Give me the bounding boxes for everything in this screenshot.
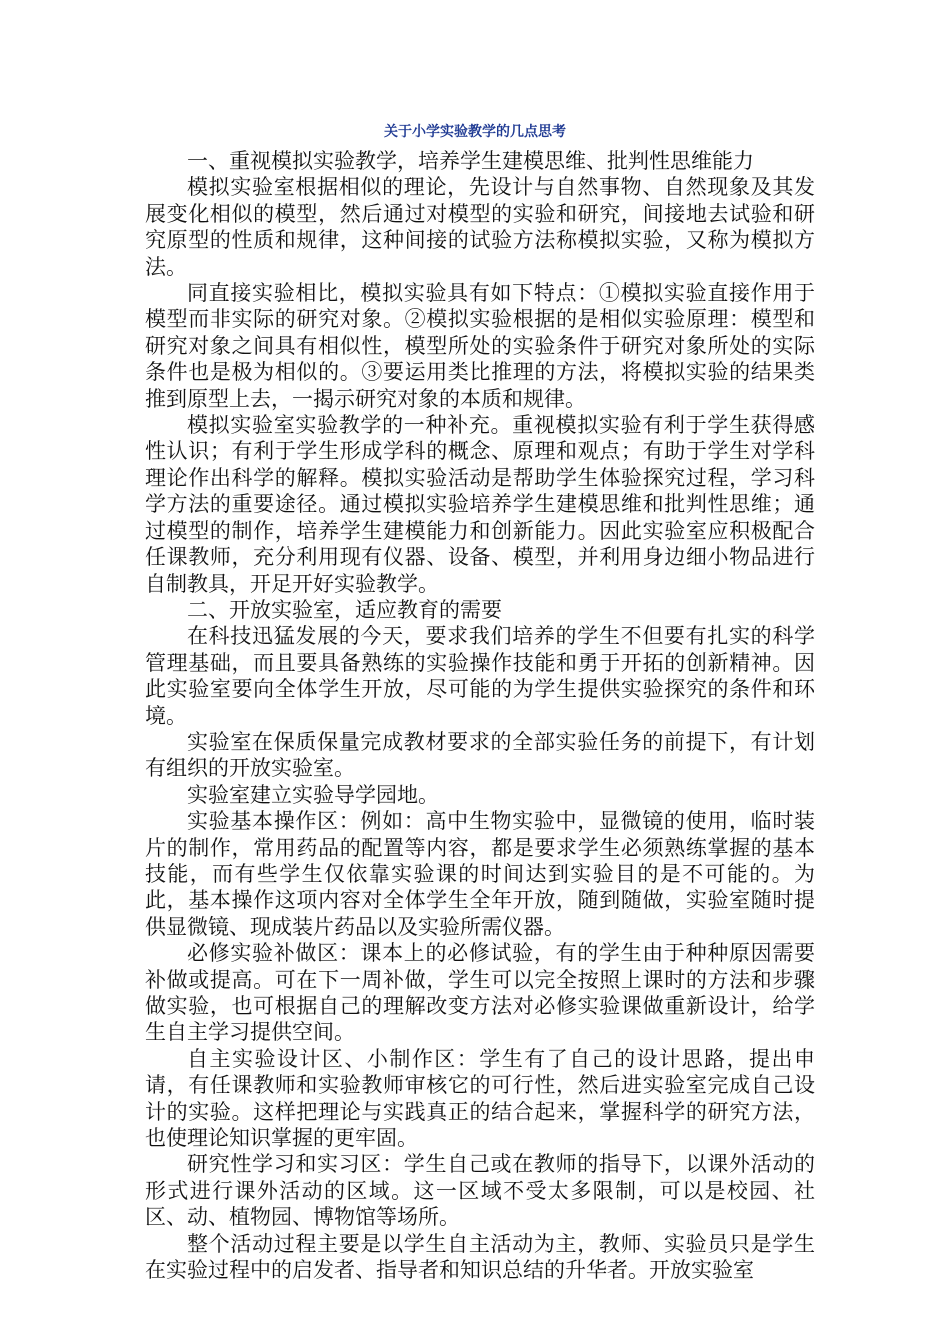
section-heading-2: 二、开放实验室，适应教育的需要 bbox=[187, 597, 502, 622]
paragraph: 实验室建立实验导学园地。 bbox=[187, 782, 439, 807]
paragraph: 实验基本操作区：例如：高中生物实验中，显微镜的使用，临时装片的制作，常用药品的配置等内容，都是要求学生必须熟练掌握的基本技能，而有些学生仅依靠实验课的时间达到实验目的是不可能的。为此，基本操作这项内容对全体学生全年开放，随到随做，实验室随时提供显微镜、现成装片药品以及实验所需仪器。 bbox=[145, 809, 815, 939]
section-heading-1: 一、重视模拟实验教学，培养学生建模思维、批判性思维能力 bbox=[187, 149, 754, 173]
paragraph: 在科技迅猛发展的今天，要求我们培养的学生不但要有扎实的科学管理基础，而且要具备熟练的实验操作技能和勇于开拓的创新精神。因此实验室要向全体学生开放，尽可能的为学生提供实验探究的条件和环境。 bbox=[145, 624, 815, 728]
paragraph: 同直接实验相比，模拟实验具有如下特点：①模拟实验直接作用于模型而非实际的研究对象。②模拟实验根据的是相似实验原理：模型和研究对象之间具有相似性，模型所处的实验条件于研究对象所处的实际条件也是极为相似的。③要运用类比推理的方法，将模拟实验的结果类推到原型上去，一揭示研究对象的本质和规律。 bbox=[145, 281, 815, 411]
paragraph: 研究性学习和实习区：学生自己或在教师的指导下，以课外活动的形式进行课外活动的区域。这一区域不受太多限制，可以是校园、社区、动、植物园、博物馆等场所。 bbox=[145, 1152, 815, 1230]
paragraph: 模拟实验室实验教学的一种补充。重视模拟实验有利于学生获得感性认识；有利于学生形成学科的概念、原理和观点；有助于学生对学科理论作出科学的解释。模拟实验活动是帮助学生体验探究过程，学习科学方法的重要途径。通过模拟实验培养学生建模思维和批判性思维；通过模型的制作，培养学生建模能力和创新能力。因此实验室应积极配合任课教师，充分利用现有仪器、设备、模型，并利用身边细小物品进行自制教具，开足开好实验教学。 bbox=[145, 413, 815, 596]
paragraph: 整个活动过程主要是以学生自主活动为主，教师、实验员只是学生在实验过程中的启发者、指导者和知识总结的升华者。开放实验室 bbox=[145, 1231, 815, 1283]
paragraph: 自主实验设计区、小制作区：学生有了自己的设计思路，提出申请，有任课教师和实验教师审核它的可行性，然后进实验室完成自己设计的实验。这样把理论与实践真正的结合起来，掌握科学的研究方法，也使理论知识掌握的更牢固。 bbox=[145, 1046, 815, 1151]
paragraph: 必修实验补做区：课本上的必修试验，有的学生由于种种原因需要补做或提高。可在下一周补做，学生可以完全按照上课时的方法和步骤做实验，也可根据自己的理解改变方法对必修实验课做重新设计，给学生自主学习提供空间。 bbox=[145, 941, 815, 1045]
document-body bbox=[145, 148, 815, 1283]
paragraph: 实验室在保质保量完成教材要求的全部实验任务的前提下，有计划有组织的开放实验室。 bbox=[145, 729, 815, 781]
paragraph: 模拟实验室根据相似的理论，先设计与自然事物、自然现象及其发展变化相似的模型，然后通过对模型的实验和研究，间接地去试验和研究原型的性质和规律，这种间接的试验方法称模拟实验，又称为模拟方法。 bbox=[145, 175, 815, 279]
page-title: 关于小学实验教学的几点思考 bbox=[384, 124, 566, 140]
